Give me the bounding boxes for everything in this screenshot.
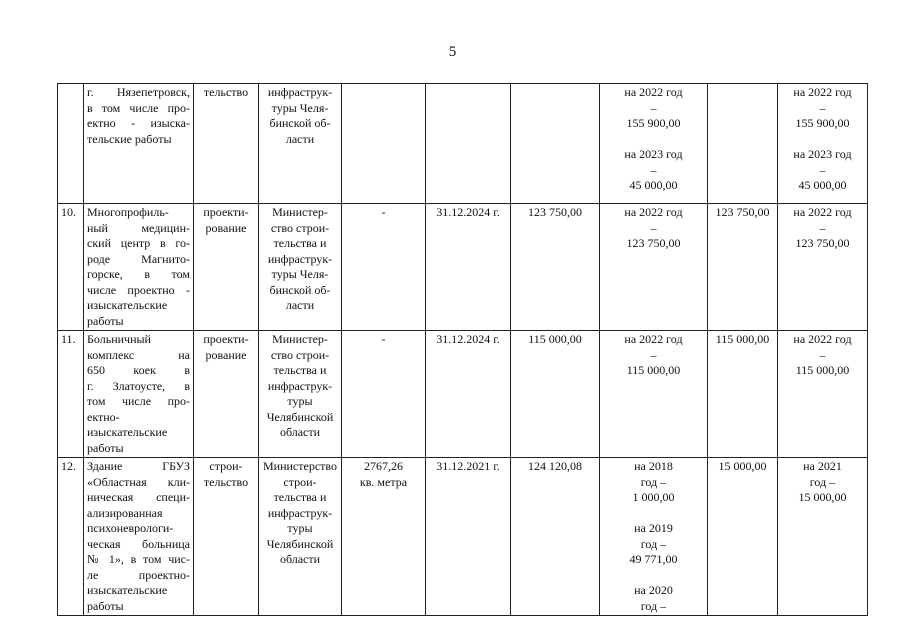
cell-line: изыскательские	[87, 425, 168, 439]
cell-line: год –	[809, 474, 836, 489]
cell-line: комплекс на	[87, 347, 190, 362]
cell-line: 15 000,00	[798, 490, 847, 504]
financing-total: 115 000,00	[708, 331, 778, 458]
cell-line: 115 000,00	[626, 363, 681, 377]
cell-line: ласти	[285, 298, 315, 312]
cell-line: 49 771,00	[629, 552, 678, 566]
cell-line: 650 коек в	[87, 363, 190, 377]
cell-line: на 2022 год	[793, 332, 852, 346]
cell-line: ский центр в го-	[87, 236, 190, 250]
table-row	[58, 84, 868, 204]
row-number: 10.	[58, 204, 84, 331]
cell-line: –	[819, 347, 826, 362]
cell-line: –	[650, 220, 657, 235]
cell-line: 115 000,00	[795, 363, 850, 377]
cell-line: инфраструк-	[267, 251, 333, 266]
work-type	[194, 84, 259, 204]
cell-line: Министерство	[263, 459, 337, 473]
cell-line: Министер-	[272, 332, 328, 346]
estimated-cost	[511, 84, 600, 204]
financing-total: 15 000,00	[708, 458, 778, 616]
cell-line: Здание ГБУЗ	[87, 459, 190, 473]
cell-line: 45 000,00	[629, 178, 678, 192]
cell-line: инфраструк-	[267, 505, 333, 520]
cell-line: –	[819, 162, 826, 177]
cell-line: –	[819, 100, 826, 115]
financing-schedule-2	[778, 458, 868, 616]
work-type	[194, 458, 259, 616]
estimated-cost: 124 120,08	[511, 458, 600, 616]
cell-line	[603, 132, 704, 148]
cell-line: горске, в том	[87, 267, 190, 281]
completion-date	[426, 84, 511, 204]
cell-line	[603, 568, 704, 584]
cell-line: 123 750,00	[626, 236, 681, 250]
cell-line: Министер-	[272, 205, 328, 219]
cell-line: г. Нязепетровск,	[87, 85, 190, 99]
cell-line: том числе про-	[87, 394, 190, 408]
table-row	[58, 331, 868, 458]
cell-line: туры	[287, 521, 313, 535]
cell-line: тельства и	[273, 490, 327, 504]
cell-line: работы	[87, 440, 124, 455]
estimated-cost: 123 750,00	[511, 204, 600, 331]
cell-line: ализированная	[87, 505, 163, 520]
cell-line: -	[381, 332, 386, 346]
row-number: 11.	[58, 331, 84, 458]
object-name	[84, 84, 194, 204]
financing-total	[708, 84, 778, 204]
cell-line: 45 000,00	[798, 178, 847, 192]
table-row	[58, 204, 868, 331]
cell-line: год –	[640, 536, 667, 551]
cell-line: на 2022 год	[624, 205, 683, 219]
cell-line: 155 900,00	[626, 116, 681, 130]
cell-line: ласти	[285, 131, 315, 146]
customer	[259, 331, 342, 458]
customer	[259, 84, 342, 204]
cell-line: -	[381, 205, 386, 219]
cell-line: работы	[87, 313, 124, 328]
cell-line: туры Челя-	[271, 267, 329, 281]
object-name	[84, 204, 194, 331]
cell-line: –	[819, 220, 826, 235]
financing-schedule	[600, 331, 708, 458]
table-body	[58, 84, 868, 616]
completion-date: 31.12.2024 г.	[426, 331, 511, 458]
cell-line: 123 750,00	[795, 236, 850, 250]
customer	[259, 204, 342, 331]
work-type	[194, 331, 259, 458]
financing-schedule	[600, 204, 708, 331]
cell-line: рование	[205, 220, 247, 235]
cell-line: на 2020	[634, 583, 673, 597]
cell-line: изыскательские	[87, 298, 168, 312]
cell-line: ный медицин-	[87, 220, 190, 235]
objects-table	[57, 83, 868, 616]
cell-line: туры Челя-	[271, 100, 329, 115]
cell-line: 155 900,00	[795, 116, 850, 130]
cell-line: тельские работы	[87, 131, 172, 146]
cell-line	[603, 506, 704, 522]
cell-line: на 2022 год	[624, 85, 683, 99]
cell-line: на 2022 год	[624, 332, 683, 346]
cell-line: изыскательские	[87, 583, 168, 597]
cell-line: на 2018	[634, 459, 673, 473]
cell-line: год –	[640, 474, 667, 489]
capacity	[342, 204, 426, 331]
cell-line: роде Магнито-	[87, 251, 190, 266]
financing-schedule	[600, 84, 708, 204]
row-number: 12.	[58, 458, 84, 616]
cell-line: строи-	[283, 474, 317, 489]
cell-line: ническая специ-	[87, 490, 190, 504]
cell-line: ство строи-	[270, 220, 330, 235]
cell-line: № 1», в том чис-	[87, 552, 190, 566]
row-number	[58, 84, 84, 204]
capacity	[342, 458, 426, 616]
cell-line: инфраструк-	[267, 85, 333, 99]
cell-line: на 2019	[634, 521, 673, 535]
cell-line: на 2022 год	[793, 85, 852, 99]
cell-line: проекти-	[203, 205, 249, 219]
cell-line: ческая больница	[87, 536, 190, 551]
cell-line: на 2022 год	[793, 205, 852, 219]
financing-schedule-2	[778, 84, 868, 204]
cell-line: бинской об-	[269, 282, 331, 297]
cell-line: тельство	[203, 474, 249, 489]
cell-line: инфраструк-	[267, 378, 333, 393]
capacity	[342, 84, 426, 204]
cell-line: психоневрологи-	[87, 521, 174, 535]
cell-line: г. Златоусте, в	[87, 378, 190, 393]
cell-line: год –	[640, 598, 667, 613]
customer	[259, 458, 342, 616]
cell-line: Челябинской	[266, 409, 334, 424]
financing-total: 123 750,00	[708, 204, 778, 331]
table-row	[58, 458, 868, 616]
cell-line: области	[279, 552, 321, 566]
cell-line: области	[279, 425, 321, 439]
cell-line: –	[650, 347, 657, 362]
work-type	[194, 204, 259, 331]
object-name	[84, 458, 194, 616]
cell-line: работы	[87, 598, 124, 613]
cell-line: числе проектно -	[87, 282, 190, 297]
cell-line: Больничный	[87, 332, 151, 346]
estimated-cost: 115 000,00	[511, 331, 600, 458]
cell-line: ектно-	[87, 409, 120, 424]
cell-line	[781, 132, 864, 148]
cell-line: в том числе про-	[87, 100, 190, 115]
cell-line: тельство	[203, 85, 249, 99]
financing-schedule	[600, 458, 708, 616]
cell-line: бинской об-	[269, 116, 331, 130]
financing-schedule-2	[778, 204, 868, 331]
cell-line: 1 000,00	[632, 490, 675, 504]
page-number: 5	[448, 44, 457, 60]
capacity	[342, 331, 426, 458]
cell-line: кв. метра	[359, 474, 408, 489]
cell-line: на 2023 год	[624, 147, 683, 161]
cell-line: ектно - изыска-	[87, 116, 190, 130]
cell-line: рование	[205, 347, 247, 362]
cell-line: –	[650, 162, 657, 177]
cell-line: проекти-	[203, 332, 249, 346]
cell-line: ле проектно-	[87, 567, 190, 582]
cell-line: на 2023 год	[793, 147, 852, 161]
cell-line: строи-	[209, 459, 243, 473]
object-name	[84, 331, 194, 458]
completion-date: 31.12.2024 г.	[426, 204, 511, 331]
cell-line: тельства и	[273, 236, 327, 250]
cell-line: Многопрофиль-	[87, 205, 169, 219]
cell-line: тельства и	[273, 363, 327, 377]
cell-line: –	[650, 100, 657, 115]
completion-date: 31.12.2021 г.	[426, 458, 511, 616]
cell-line: туры	[287, 394, 313, 408]
cell-line: Челябинской	[266, 536, 334, 551]
cell-line: 2767,26	[364, 459, 403, 473]
cell-line: ство строи-	[270, 347, 330, 362]
cell-line: «Областная кли-	[87, 474, 190, 489]
cell-line: на 2021	[803, 459, 842, 473]
financing-schedule-2	[778, 331, 868, 458]
